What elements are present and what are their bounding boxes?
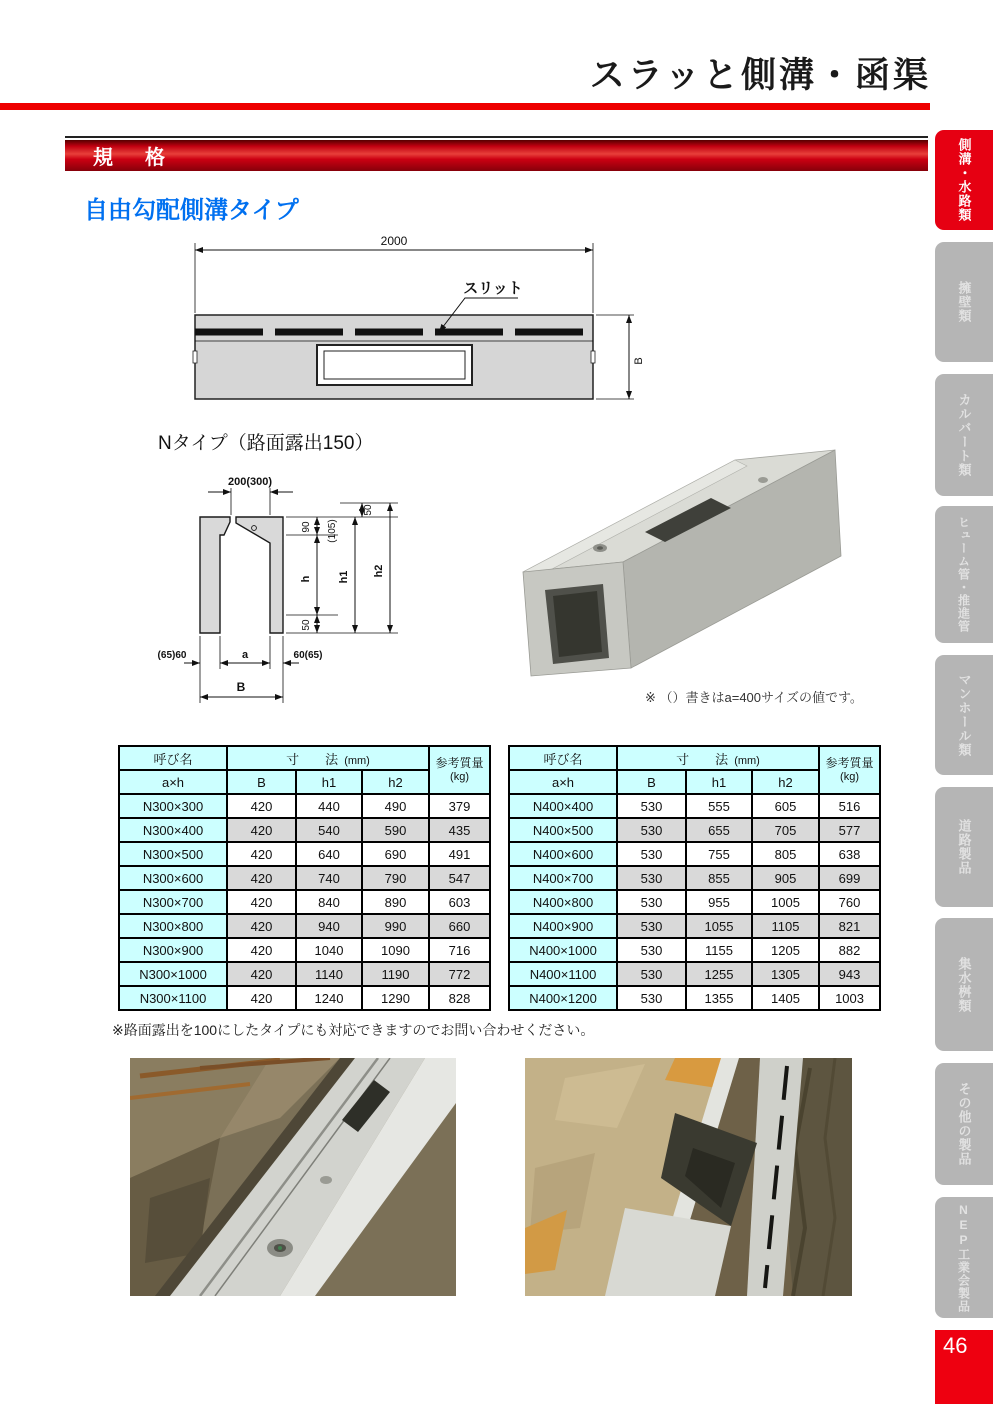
spec-table-n400 [508,745,881,1011]
sidebar-tab-road-products[interactable] [935,787,993,907]
table-row [119,914,490,938]
cell-B: 420 [227,890,296,914]
dim-left-wall: (65)60 [157,650,187,661]
cell-h1: 1155 [686,938,752,962]
cell-h2: 1405 [752,986,819,1010]
cell-B: 420 [227,914,296,938]
cell-h1: 640 [296,842,362,866]
col-header-mass [819,746,880,794]
cell-B: 530 [617,842,686,866]
cell-kg: 516 [819,794,880,818]
cell-h2: 1305 [752,962,819,986]
cell-h1: 1255 [686,962,752,986]
cell-h1: 1055 [686,914,752,938]
section-right-wall [236,517,283,633]
col-header-mass [429,746,490,794]
table-row [119,794,490,818]
dim-top-50: 50 [363,504,374,516]
col-header-dims [617,746,819,770]
tab-label: NEP工業会製品 [956,1202,971,1313]
cell-B: 530 [617,890,686,914]
page-number: 46 [935,1330,993,1404]
cell-kg: 943 [819,962,880,986]
col-header-name: 呼び名 [509,746,617,770]
cell-B: 530 [617,986,686,1010]
col-header-h1: h1 [686,770,752,794]
sidebar-tab-manhole[interactable] [935,655,993,775]
cell-kg: 638 [819,842,880,866]
cell-name: N400×1100 [509,962,617,986]
cell-kg: 1003 [819,986,880,1010]
product-type-subtitle: 自由勾配側溝タイプ [84,197,299,224]
cell-kg: 772 [429,962,490,986]
table-row [509,986,880,1010]
cell-h1: 655 [686,818,752,842]
cell-h2: 705 [752,818,819,842]
cell-h1: 840 [296,890,362,914]
photo-installation-right [525,1058,852,1296]
cell-h1: 1355 [686,986,752,1010]
cell-B: 420 [227,794,296,818]
cell-B: 420 [227,842,296,866]
dim-h: h [300,575,312,583]
cell-h1: 440 [296,794,362,818]
table-row [509,938,880,962]
cell-B: 530 [617,794,686,818]
cell-h2: 1190 [362,962,429,986]
tab-label: 擁壁類 [956,281,972,323]
sidebar-tab-nep-products[interactable] [935,1197,993,1318]
cell-B: 420 [227,962,296,986]
cell-h1: 740 [296,866,362,890]
spec-bar-topline [65,136,928,138]
cell-h2: 1205 [752,938,819,962]
cell-B: 530 [617,818,686,842]
table-row [119,938,490,962]
cell-B: 530 [617,914,686,938]
table-row [119,866,490,890]
cell-kg: 603 [429,890,490,914]
col-header-h2: h2 [752,770,819,794]
cross-section-drawing [140,455,470,745]
tab-label: その他の製品 [956,1082,972,1166]
tab-label: 集水桝類 [956,956,972,1013]
spec-section-heading: 規 格 [93,147,171,169]
col-header-h1: h1 [296,770,362,794]
table-row [509,962,880,986]
cell-name: N400×400 [509,794,617,818]
cell-kg: 882 [819,938,880,962]
cell-h2: 590 [362,818,429,842]
dim-slab-90: 90 [301,521,312,533]
cell-B: 530 [617,866,686,890]
slit-label: スリット [463,280,523,297]
table-row [119,890,490,914]
cell-h2: 890 [362,890,429,914]
cell-name: N400×800 [509,890,617,914]
dim-bottom-50: 50 [301,619,312,631]
spec-section-bar [65,140,928,171]
cell-name: N300×800 [119,914,227,938]
table-row [509,914,880,938]
cell-h2: 790 [362,866,429,890]
tab-label: ヒューム管・推進管 [956,516,971,633]
ntype-caption: Nタイプ（路面露出150） [158,433,374,454]
dims-label: 寸 法 [676,751,729,767]
cell-h1: 940 [296,914,362,938]
cell-kg: 760 [819,890,880,914]
cell-B: 420 [227,866,296,890]
cell-kg: 828 [429,986,490,1010]
tab-label: 道路製品 [956,819,972,875]
cell-name: N400×700 [509,866,617,890]
cell-h2: 605 [752,794,819,818]
dim-slab-105: (105) [327,519,338,543]
cell-kg: 716 [429,938,490,962]
mass-label: 参考質量 [435,756,484,771]
table-row [119,842,490,866]
section-left-wall [200,517,230,633]
dims-unit: (mm) [734,754,760,767]
sidebar-tab-retaining-wall[interactable] [935,242,993,362]
plan-height-dim: B [633,357,645,365]
cell-h2: 490 [362,794,429,818]
cell-h1: 1040 [296,938,362,962]
cell-h1: 555 [686,794,752,818]
cell-h1: 540 [296,818,362,842]
dim-B: B [236,680,246,694]
photo-installation-left [130,1058,456,1296]
sidebar-tab-other-products[interactable] [935,1063,993,1185]
mass-unit: (kg) [840,770,859,783]
col-header-b: B [227,770,296,794]
sidebar-tab-hume-pipe[interactable] [935,506,993,643]
cell-kg: 821 [819,914,880,938]
dim-h1: h1 [338,570,350,584]
note-contact: ※路面露出を100にしたタイプにも対応できますのでお問い合わせください。 [112,1022,595,1038]
cell-h1: 1240 [296,986,362,1010]
cell-h2: 1005 [752,890,819,914]
mass-label: 参考質量 [825,756,874,771]
cell-name: N300×1100 [119,986,227,1010]
dim-h2: h2 [373,564,385,578]
cell-kg: 660 [429,914,490,938]
cell-h2: 690 [362,842,429,866]
cell-kg: 699 [819,866,880,890]
product-photo [495,420,925,690]
page-title: スラッと側溝・函渠 [589,56,931,95]
cell-name: N300×1000 [119,962,227,986]
cell-h2: 990 [362,914,429,938]
sidebar-tab-waterway[interactable] [935,130,993,230]
col-header-h2: h2 [362,770,429,794]
cell-B: 530 [617,962,686,986]
tab-label: マンホール類 [956,673,972,757]
cell-name: N300×700 [119,890,227,914]
table-row [509,794,880,818]
cell-h2: 905 [752,866,819,890]
dim-slit-width: 200(300) [227,476,273,488]
cell-h1: 855 [686,866,752,890]
cell-h2: 805 [752,842,819,866]
table-row [119,962,490,986]
col-header-axh: a×h [119,770,227,794]
cell-B: 420 [227,986,296,1010]
dim-a: a [241,649,249,661]
dim-right-wall: 60(65) [293,650,323,661]
cell-name: N400×600 [509,842,617,866]
col-header-b: B [617,770,686,794]
cell-h1: 1140 [296,962,362,986]
cell-h1: 955 [686,890,752,914]
col-header-dims [227,746,429,770]
table-row [509,842,880,866]
cell-kg: 435 [429,818,490,842]
cell-name: N400×1200 [509,986,617,1010]
cell-kg: 577 [819,818,880,842]
col-header-name: 呼び名 [119,746,227,770]
cell-name: N300×300 [119,794,227,818]
note-paren-values: ※ （）書きはa=400サイズの値です。 [645,690,863,705]
cell-h1: 755 [686,842,752,866]
dims-label: 寸 法 [286,751,339,767]
cell-h2: 1105 [752,914,819,938]
cell-name: N400×500 [509,818,617,842]
cell-name: N400×900 [509,914,617,938]
cell-kg: 491 [429,842,490,866]
plan-length-dim: 2000 [380,234,408,248]
cell-h2: 1290 [362,986,429,1010]
plan-view-drawing [150,233,650,418]
cell-name: N300×600 [119,866,227,890]
tab-label: カルバート類 [956,393,972,477]
title-divider [0,103,930,110]
cell-kg: 547 [429,866,490,890]
col-header-axh: a×h [509,770,617,794]
cell-B: 530 [617,938,686,962]
cell-B: 420 [227,818,296,842]
table-row [119,818,490,842]
cell-name: N300×400 [119,818,227,842]
table-row [509,890,880,914]
table-row [119,986,490,1010]
cell-name: N400×1000 [509,938,617,962]
table-row [509,866,880,890]
tab-label: 側溝・水路類 [956,138,972,222]
table-row [509,818,880,842]
mass-unit: (kg) [450,770,469,783]
spec-table-n300 [118,745,491,1011]
cell-kg: 379 [429,794,490,818]
dims-unit: (mm) [344,754,370,767]
cell-h2: 1090 [362,938,429,962]
cell-name: N300×500 [119,842,227,866]
cell-name: N300×900 [119,938,227,962]
sidebar-tab-catch-basin[interactable] [935,918,993,1051]
sidebar-tab-culvert[interactable] [935,374,993,496]
cell-B: 420 [227,938,296,962]
